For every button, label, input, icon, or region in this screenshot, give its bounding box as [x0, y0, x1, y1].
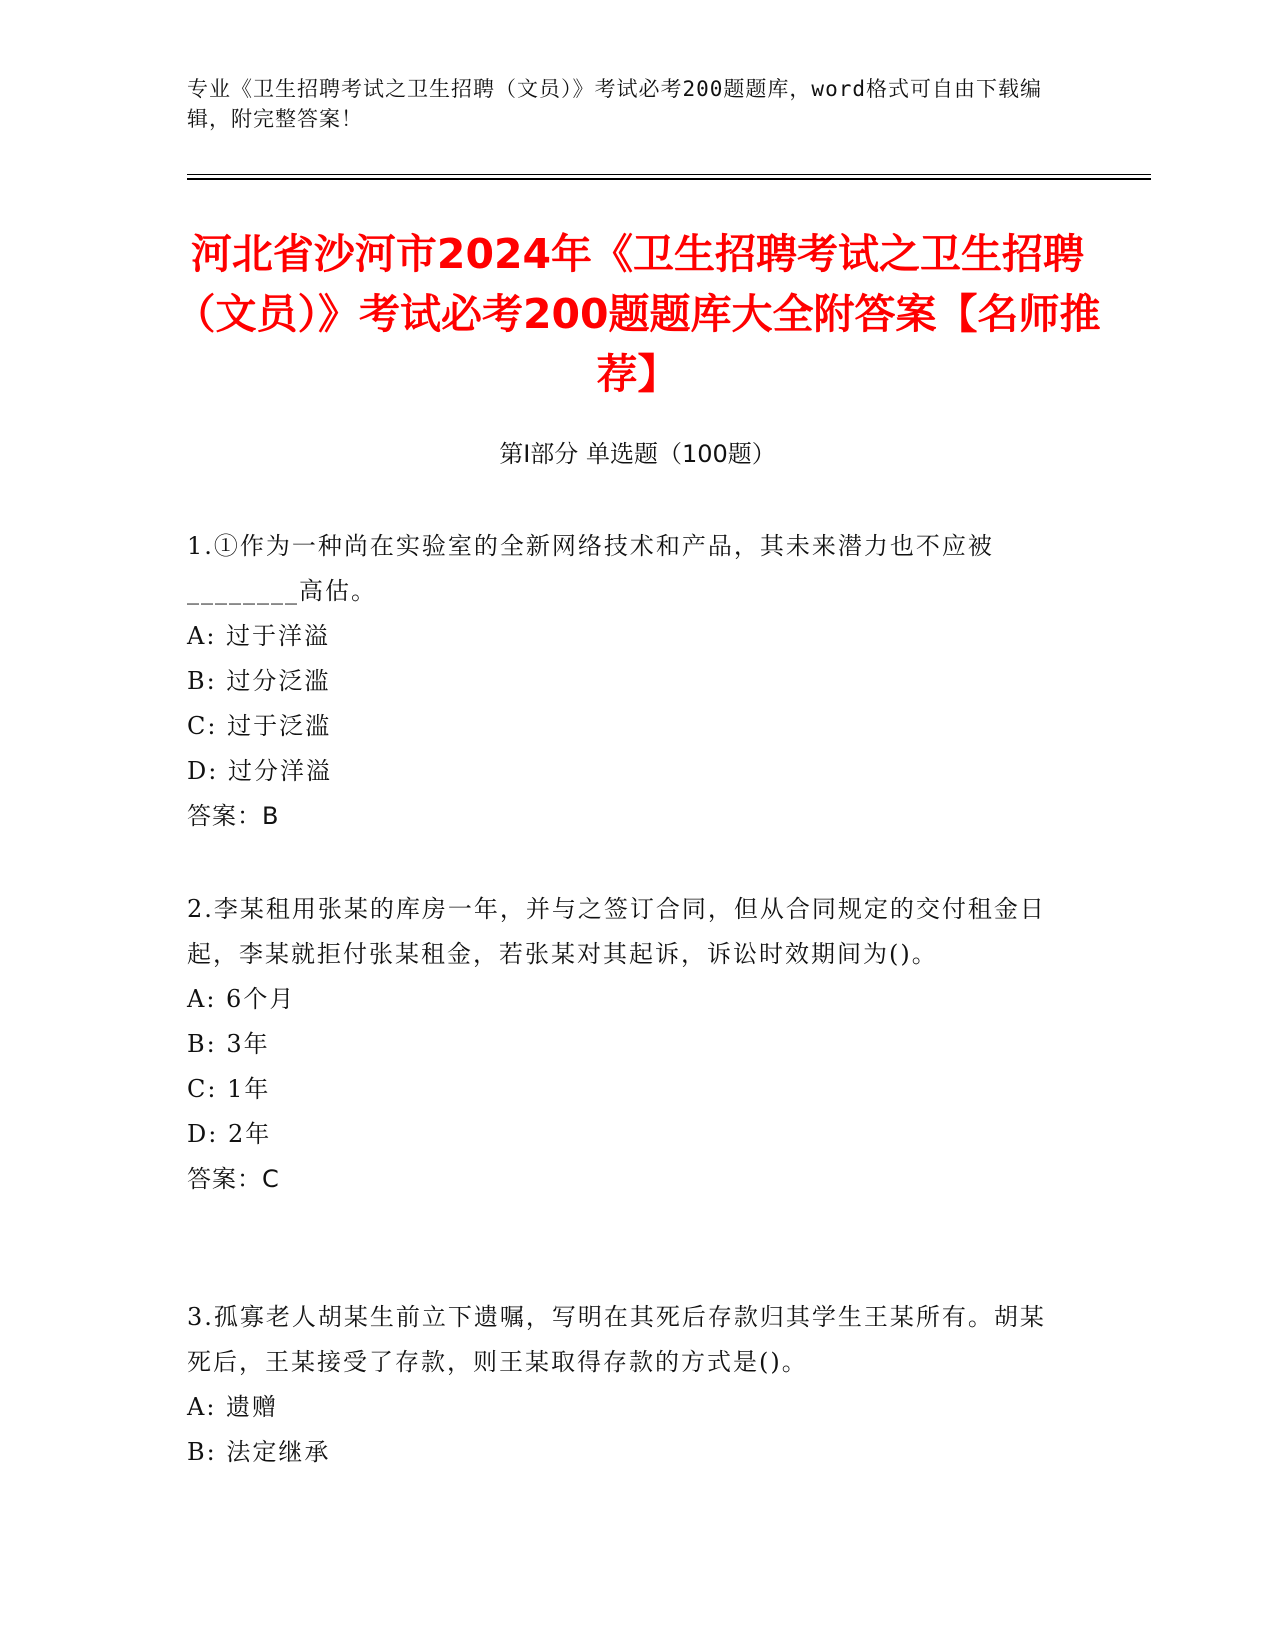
option-d: D: 过分洋溢: [187, 757, 332, 785]
option-a: A: 6个月: [187, 985, 296, 1013]
answer: 答案：C: [187, 1165, 280, 1193]
option-b: B: 3年: [187, 1030, 270, 1058]
answer: 答案：B: [187, 802, 280, 830]
question-text: 2.李某租用张某的库房一年，并与之签订合同，但从合同规定的交付租金日起，李某就拒付张某租金，若张某对其起诉，诉讼时效期间为()。: [187, 895, 1046, 968]
option-c: C: 过于泛滥: [187, 712, 332, 740]
question-text: 1.①作为一种尚在实验室的全新网络技术和产品，其未来潜力也不应被________高估。: [187, 532, 994, 605]
header-rule-thin: [187, 174, 1151, 175]
option-b: B: 法定继承: [187, 1438, 331, 1466]
question-3: [187, 1295, 1067, 1475]
option-d: D: 2年: [187, 1120, 272, 1148]
option-b: B: 过分泛滥: [187, 667, 331, 695]
option-a: A: 遗赠: [187, 1393, 279, 1421]
option-a: A: 过于洋溢: [187, 622, 331, 650]
question-1: [187, 524, 1067, 839]
option-c: C: 1年: [187, 1075, 271, 1103]
question-2: [187, 887, 1067, 1202]
document-title: 河北省沙河市2024年《卫生招聘考试之卫生招聘（文员）》考试必考200题题库大全附答案【名师推荐】: [174, 230, 1101, 398]
header-note: 专业《卫生招聘考试之卫生招聘（文员）》考试必考200题题库，word格式可自由下载编辑，附完整答案！: [187, 77, 1042, 131]
question-text: 3.孤寡老人胡某生前立下遗嘱，写明在其死后存款归其学生王某所有。胡某死后，王某接受了存款，则王某取得存款的方式是()。: [187, 1303, 1046, 1376]
section-title: 第Ⅰ部分 单选题（100题）: [499, 440, 776, 468]
header-rule-thick: [187, 178, 1151, 180]
